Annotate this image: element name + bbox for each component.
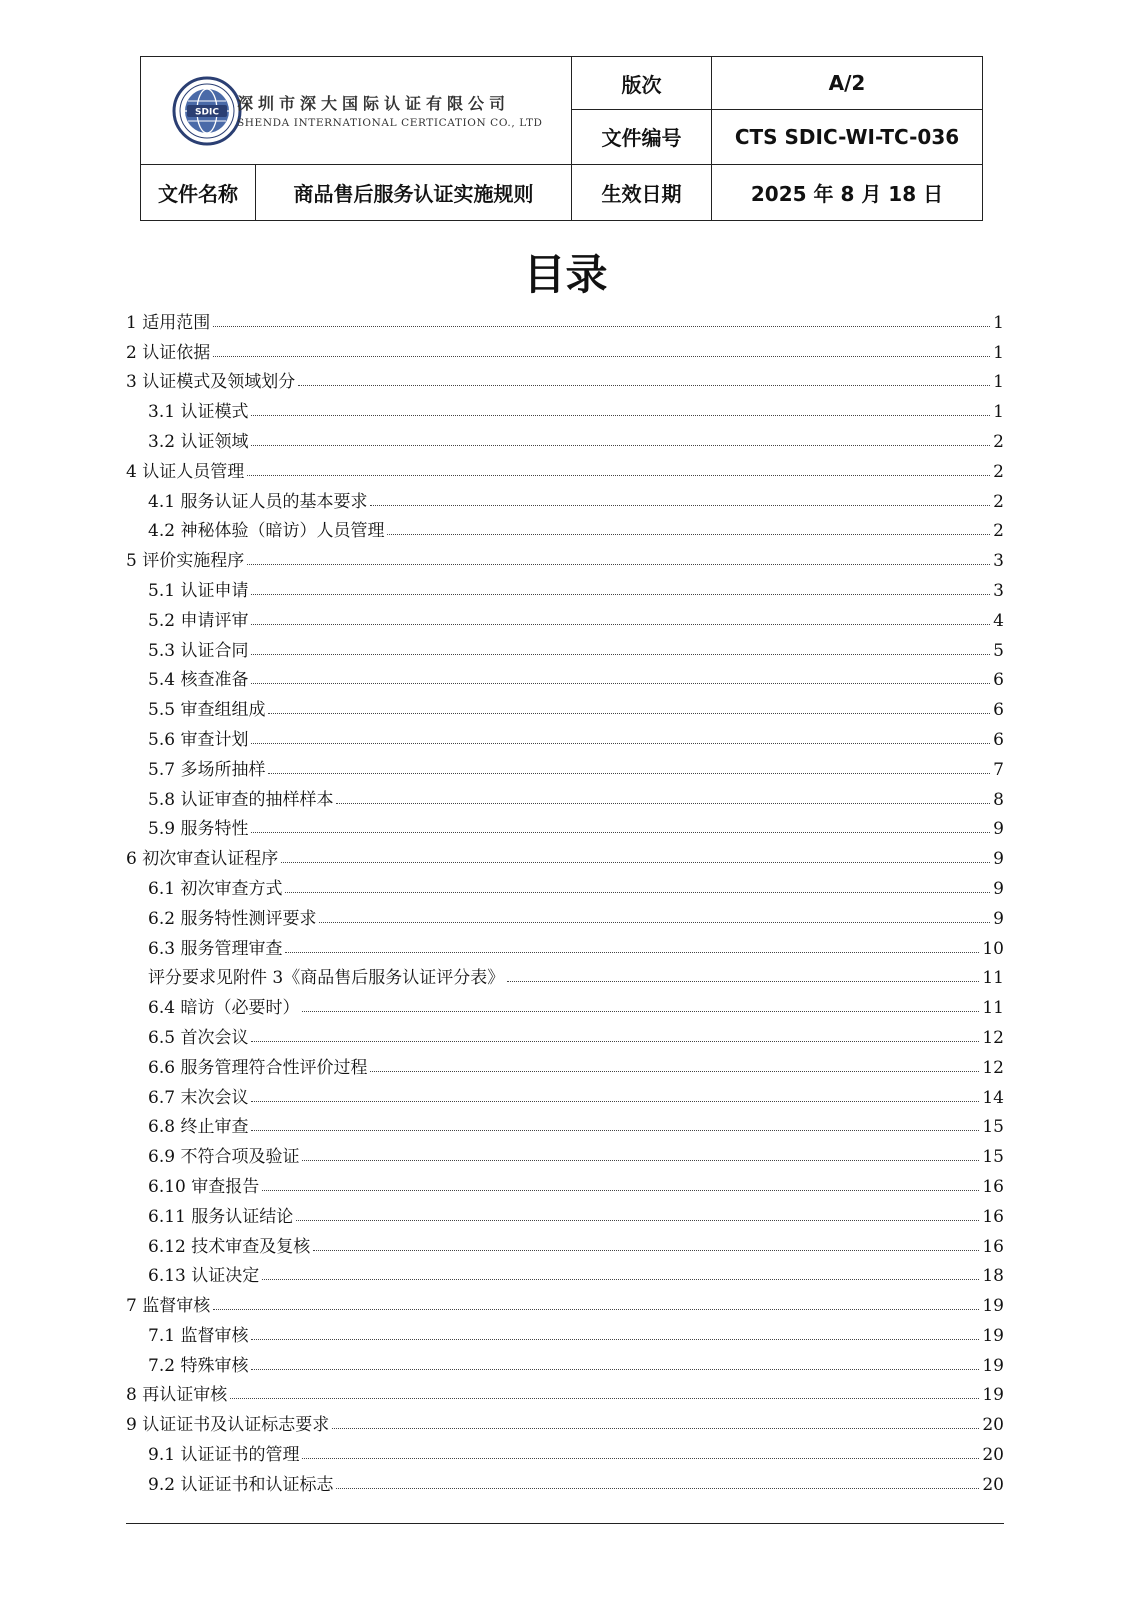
toc-entry-label: 6.8 终止审查: [148, 1117, 249, 1138]
toc-entry-page: 15: [982, 1147, 1004, 1168]
toc-entry-page: 16: [982, 1176, 1004, 1197]
toc-entry[interactable]: [126, 1465, 1004, 1495]
toc-leader-dots: [213, 356, 990, 357]
toc-entry[interactable]: [126, 571, 1004, 601]
toc-entry-label: 7.1 监督审核: [148, 1325, 249, 1346]
toc-leader-dots: [336, 1488, 979, 1489]
toc-leader-dots: [262, 1190, 979, 1191]
toc-entry[interactable]: [126, 750, 1004, 780]
svg-text:SDIC: SDIC: [195, 107, 219, 118]
toc-leader-dots: [313, 1250, 979, 1251]
toc-entry-page: 9: [993, 878, 1004, 899]
toc-entry-page: 14: [982, 1087, 1004, 1108]
toc-entry-page: 8: [993, 789, 1004, 810]
version-label: 版次: [572, 57, 712, 110]
toc-entry[interactable]: [126, 1078, 1004, 1108]
toc-leader-dots: [268, 713, 990, 714]
toc-leader-dots: [251, 832, 990, 833]
toc-entry-label: 5 评价实施程序: [126, 551, 245, 572]
toc-entry-label: 7 监督审核: [126, 1296, 211, 1317]
toc-entry-page: 4: [993, 610, 1004, 631]
toc-entry-page: 12: [982, 1057, 1004, 1078]
toc-entry-page: 5: [993, 640, 1004, 661]
toc-leader-dots: [285, 892, 990, 893]
toc-leader-dots: [251, 743, 990, 744]
toc-entry[interactable]: [126, 631, 1004, 661]
toc-leader-dots: [251, 445, 990, 446]
toc-entry-label: 6.3 服务管理审查: [148, 938, 283, 959]
toc-entry[interactable]: [126, 959, 1004, 989]
toc-entry[interactable]: [126, 422, 1004, 452]
toc-leader-dots: [247, 564, 990, 565]
toc-entry[interactable]: [126, 1435, 1004, 1465]
toc-leader-dots: [262, 1279, 979, 1280]
toc-leader-dots: [298, 385, 990, 386]
toc-entry-page: 3: [993, 580, 1004, 601]
toc-leader-dots: [251, 654, 990, 655]
toc-leader-dots: [302, 1160, 979, 1161]
toc-entry-page: 11: [982, 968, 1004, 989]
toc-entry-label: 4.2 神秘体验（暗访）人员管理: [148, 521, 385, 542]
toc-leader-dots: [302, 1011, 979, 1012]
toc-entry-page: 15: [982, 1117, 1004, 1138]
toc-entry-label: 5.8 认证审查的抽样样本: [148, 789, 334, 810]
toc-entry-page: 9: [993, 849, 1004, 870]
toc-leader-dots: [370, 505, 990, 506]
toc-entry[interactable]: [126, 303, 1004, 333]
toc-leader-dots: [251, 624, 990, 625]
toc-leader-dots: [251, 1130, 979, 1131]
toc-entry-page: 20: [982, 1445, 1004, 1466]
toc-entry-label: 5.4 核查准备: [148, 670, 249, 691]
toc-title: 目录: [523, 250, 608, 299]
toc-leader-dots: [507, 981, 979, 982]
toc-entry-label: 5.5 审查组组成: [148, 700, 266, 721]
toc-entry-page: 16: [982, 1236, 1004, 1257]
toc-leader-dots: [281, 862, 990, 863]
toc-entry-label: 5.2 申请评审: [148, 610, 249, 631]
toc-entry-label: 5.9 服务特性: [148, 819, 249, 840]
toc-entry-page: 19: [982, 1325, 1004, 1346]
toc-entry-page: 6: [993, 729, 1004, 750]
toc-entry-label: 9.1 认证证书的管理: [148, 1445, 300, 1466]
toc-entry-page: 12: [982, 1027, 1004, 1048]
toc-leader-dots: [247, 475, 990, 476]
toc-entry-page: 6: [993, 700, 1004, 721]
toc-leader-dots: [251, 415, 990, 416]
toc-entry[interactable]: [126, 1167, 1004, 1197]
toc-leader-dots: [302, 1458, 979, 1459]
toc-entry-page: 9: [993, 908, 1004, 929]
effective-date-value: 2025 年 8 月 18 日: [712, 164, 983, 220]
toc-entry-page: 19: [982, 1385, 1004, 1406]
toc-entry-label: 6.2 服务特性测评要求: [148, 908, 317, 929]
toc-entry-label: 9 认证证书及认证标志要求: [126, 1415, 330, 1436]
toc-leader-dots: [251, 1369, 979, 1370]
effective-date-label: 生效日期: [572, 164, 712, 220]
toc-entry-label: 9.2 认证证书和认证标志: [148, 1474, 334, 1495]
toc-entry-label: 6.13 认证决定: [148, 1266, 260, 1287]
toc-entry-label: 6.9 不符合项及验证: [148, 1147, 300, 1168]
toc-entry-label: 3.2 认证领域: [148, 431, 249, 452]
toc-entry-label: 6.1 初次审查方式: [148, 878, 283, 899]
toc-entry-label: 2 认证依据: [126, 342, 211, 363]
toc-entry-label: 7.2 特殊审核: [148, 1355, 249, 1376]
toc-entry[interactable]: [126, 1376, 1004, 1406]
toc-leader-dots: [251, 594, 990, 595]
toc-entry-page: 2: [993, 431, 1004, 452]
toc-entry[interactable]: [126, 899, 1004, 929]
document-number-label: 文件编号: [572, 110, 712, 164]
toc-entry[interactable]: [126, 1227, 1004, 1257]
toc-entry[interactable]: [126, 1197, 1004, 1227]
toc-entry[interactable]: [126, 929, 1004, 959]
toc-entry-page: 1: [993, 312, 1004, 333]
toc-entry[interactable]: [126, 1405, 1004, 1435]
toc-leader-dots: [251, 1101, 979, 1102]
toc-entry-page: 16: [982, 1206, 1004, 1227]
toc-entry[interactable]: [126, 839, 1004, 869]
document-name-label: 文件名称: [141, 164, 256, 220]
toc-entry-page: 9: [993, 819, 1004, 840]
toc-leader-dots: [213, 1309, 979, 1310]
toc-entry[interactable]: [126, 720, 1004, 750]
toc-entry-page: 10: [982, 938, 1004, 959]
toc-entry-label: 6.12 技术审查及复核: [148, 1236, 311, 1257]
toc-entry[interactable]: [126, 690, 1004, 720]
toc-entry[interactable]: [126, 512, 1004, 542]
toc-entry-label: 6.10 审查报告: [148, 1176, 260, 1197]
toc-entry-label: 6.4 暗访（必要时）: [148, 998, 300, 1019]
toc-entry[interactable]: [126, 601, 1004, 631]
document-name-value: 商品售后服务认证实施规则: [256, 164, 572, 220]
toc-entry-label: 3 认证模式及领域划分: [126, 372, 296, 393]
toc-leader-dots: [213, 326, 990, 327]
toc-leader-dots: [251, 1041, 979, 1042]
toc-entry-page: 3: [993, 551, 1004, 572]
toc-entry-page: 1: [993, 372, 1004, 393]
company-name-en: SHENDA INTERNATIONAL CERTICATION CO., LTD: [237, 117, 543, 129]
toc-entry-label: 6.6 服务管理符合性评价过程: [148, 1057, 368, 1078]
document-header-table: [140, 56, 983, 221]
toc-entry-label: 1 适用范围: [126, 312, 211, 333]
company-name-cn: 深圳市深大国际认证有限公司: [237, 94, 511, 113]
toc-leader-dots: [336, 803, 990, 804]
toc-entry-page: 20: [982, 1415, 1004, 1436]
toc-entry[interactable]: [126, 1018, 1004, 1048]
toc-entry-label: 评分要求见附件 3《商品售后服务认证评分表》: [148, 968, 505, 989]
toc-leader-dots: [319, 922, 990, 923]
toc-entry-label: 3.1 认证模式: [148, 402, 249, 423]
toc-entry[interactable]: [126, 1108, 1004, 1138]
toc-entry-label: 6.11 服务认证结论: [148, 1206, 294, 1227]
toc-entry-page: 6: [993, 670, 1004, 691]
toc-entry[interactable]: [126, 1137, 1004, 1167]
toc-leader-dots: [285, 952, 979, 953]
toc-entry[interactable]: [126, 541, 1004, 571]
toc-entry-page: 20: [982, 1474, 1004, 1495]
toc-entry[interactable]: [126, 482, 1004, 512]
toc-entry-page: 7: [993, 759, 1004, 780]
toc-entry[interactable]: [126, 363, 1004, 393]
toc-leader-dots: [370, 1071, 979, 1072]
toc-entry-label: 4 认证人员管理: [126, 461, 245, 482]
toc-entry[interactable]: [126, 1286, 1004, 1316]
toc-entry-page: 19: [982, 1355, 1004, 1376]
company-logo-icon: [171, 75, 243, 147]
toc-entry[interactable]: [126, 392, 1004, 422]
footer-divider: [126, 1523, 1004, 1524]
toc-leader-dots: [387, 534, 990, 535]
toc-entry[interactable]: [126, 810, 1004, 840]
toc-entry[interactable]: [126, 333, 1004, 363]
toc-entry-page: 2: [993, 491, 1004, 512]
toc-entry-label: 4.1 服务认证人员的基本要求: [148, 491, 368, 512]
toc-leader-dots: [268, 773, 990, 774]
toc-entry-label: 8 再认证审核: [126, 1385, 228, 1406]
toc-entry[interactable]: [126, 452, 1004, 482]
toc-entry[interactable]: [126, 661, 1004, 691]
toc-entry[interactable]: [126, 988, 1004, 1018]
toc-leader-dots: [251, 683, 990, 684]
document-number-value: CTS SDIC-WI-TC-036: [712, 110, 983, 164]
toc-leader-dots: [296, 1220, 979, 1221]
toc-entry-label: 5.1 认证申请: [148, 580, 249, 601]
toc-entry[interactable]: [126, 780, 1004, 810]
toc-entry[interactable]: [126, 1048, 1004, 1078]
toc-entry-label: 6.7 末次会议: [148, 1087, 249, 1108]
toc-entry[interactable]: [126, 869, 1004, 899]
toc-leader-dots: [230, 1398, 979, 1399]
toc-entry-page: 1: [993, 342, 1004, 363]
toc-entry[interactable]: [126, 1346, 1004, 1376]
toc-entry-page: 2: [993, 461, 1004, 482]
toc-entry-page: 18: [982, 1266, 1004, 1287]
toc-leader-dots: [332, 1428, 979, 1429]
toc-entry-label: 6 初次审查认证程序: [126, 849, 279, 870]
toc-entry-label: 5.3 认证合同: [148, 640, 249, 661]
toc-entry-label: 5.7 多场所抽样: [148, 759, 266, 780]
toc-entry-page: 19: [982, 1296, 1004, 1317]
toc-entry-page: 11: [982, 998, 1004, 1019]
toc-entry[interactable]: [126, 1257, 1004, 1287]
table-of-contents: [126, 303, 1004, 1495]
toc-entry-page: 2: [993, 521, 1004, 542]
toc-entry-page: 1: [993, 402, 1004, 423]
toc-entry-label: 6.5 首次会议: [148, 1027, 249, 1048]
toc-leader-dots: [251, 1339, 979, 1340]
toc-entry[interactable]: [126, 1316, 1004, 1346]
toc-entry-label: 5.6 审查计划: [148, 729, 249, 750]
version-value: A/2: [712, 57, 983, 110]
company-logo-cell: [141, 57, 572, 165]
